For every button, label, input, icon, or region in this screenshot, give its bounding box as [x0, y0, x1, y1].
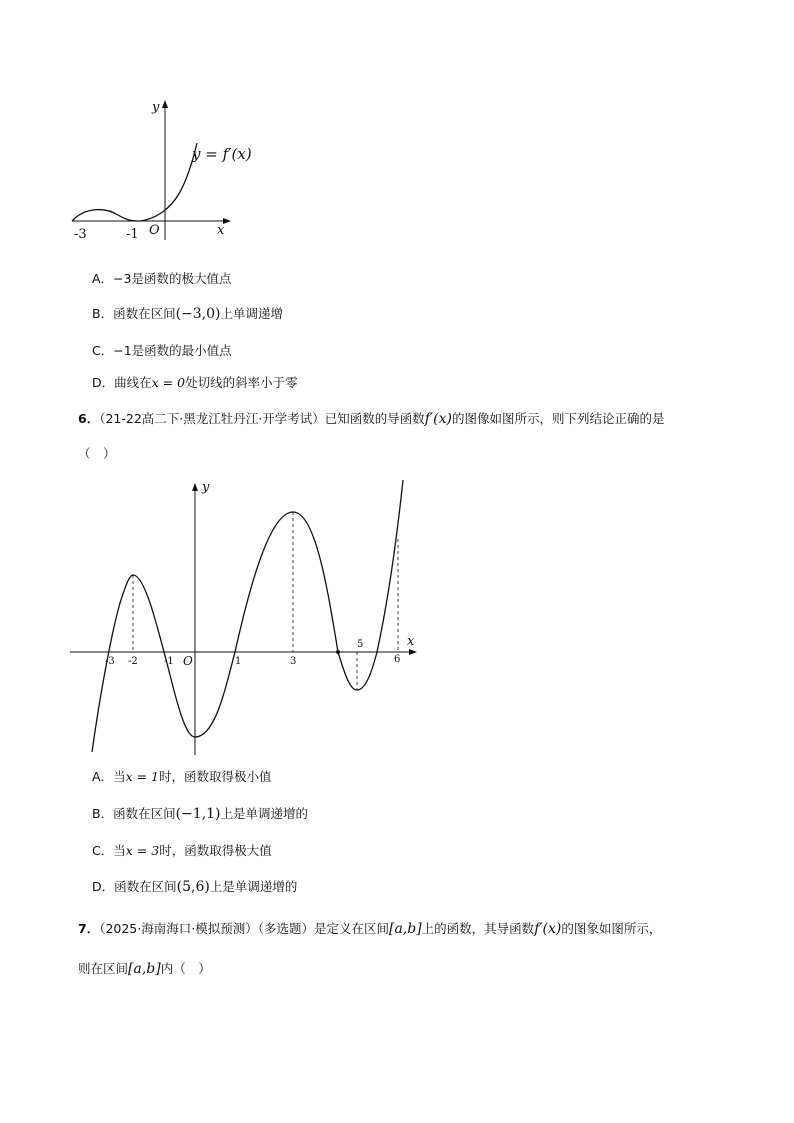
option-letter: D． — [92, 375, 115, 390]
tick-label-minus-3: -3 — [105, 656, 115, 667]
tick-label-3: 3 — [290, 656, 297, 667]
derivative-curve — [72, 143, 197, 221]
y-axis-label: y — [152, 100, 160, 115]
option-letter: C． — [92, 343, 114, 358]
stem-text-pre: 是定义在区间 — [313, 921, 389, 936]
option-text-pre: 函数在区间 — [114, 879, 177, 894]
tick-label-5: 5 — [357, 639, 364, 650]
y-axis-arrow — [192, 483, 198, 491]
option-text: −1是函数的最小值点 — [113, 343, 232, 358]
figure-2-derivative-graph — [65, 475, 425, 760]
y-axis-arrow — [162, 100, 168, 108]
y-axis-label: y — [202, 480, 210, 495]
q6-option-a[interactable] — [92, 768, 272, 786]
option-letter: D． — [92, 879, 115, 894]
option-text-pre: 当 — [113, 843, 126, 858]
option-text-pre: 当 — [113, 769, 126, 784]
option-math: (5,6) — [176, 879, 210, 895]
tick-label-minus-3: -3 — [74, 227, 87, 242]
tick-label-minus-1: -1 — [164, 656, 174, 667]
q6-answer-blank: （ ） — [78, 446, 116, 461]
q7-stem-line-2 — [78, 960, 211, 978]
option-math: (−3,0) — [175, 306, 221, 322]
option-letter: A． — [92, 769, 114, 784]
q6-option-c[interactable] — [92, 842, 272, 860]
derivative-curve — [92, 480, 403, 752]
tick-label-6: 6 — [394, 654, 401, 665]
tick-label-minus-1: -1 — [126, 227, 139, 242]
stem-text-pre: 已知函数的导函数 — [324, 411, 425, 426]
x-axis-label: x — [407, 634, 415, 649]
stem-math: f′(x) — [424, 411, 452, 427]
curve-label: y = f′(x) — [192, 145, 252, 163]
stem-text-post: 的图象如图所示， — [561, 921, 662, 936]
option-letter: C． — [92, 843, 114, 858]
tick-label-minus-2: -2 — [128, 656, 138, 667]
tick-label-1: 1 — [235, 656, 242, 667]
option-text-post: 处切线的斜率小于零 — [185, 375, 298, 390]
question-source: （2025·海南海口·模拟预测）（多选题） — [99, 921, 314, 936]
question-number: 6． — [78, 411, 100, 426]
question-number: 7． — [78, 921, 100, 936]
option-text-post: 时，函数取得极大值 — [159, 843, 272, 858]
origin-label: O — [183, 654, 193, 668]
stem-text-post: 的图像如图所示，则下列结论正确的是 — [451, 411, 665, 426]
option-letter: B． — [92, 306, 114, 321]
q5-option-c[interactable] — [92, 342, 232, 360]
stem-text-mid: 上的函数，其导函数 — [421, 921, 535, 936]
q6-option-b[interactable] — [92, 805, 308, 823]
option-text-pre: 函数在区间 — [113, 806, 176, 821]
stem-math-derivative: f′(x) — [534, 921, 562, 937]
option-math: (−1,1) — [175, 806, 221, 822]
stem-math-interval: [a,b] — [388, 921, 422, 937]
figure-1-derivative-graph — [60, 95, 280, 245]
option-math: x = 1 — [125, 769, 160, 784]
q5-option-d[interactable] — [92, 374, 298, 392]
option-text-post: 上是单调递增的 — [220, 806, 309, 821]
option-text-post: 上单调递增 — [220, 306, 284, 321]
q6-option-d[interactable] — [92, 878, 297, 896]
origin-label: O — [149, 223, 160, 238]
q7-stem — [78, 920, 661, 938]
crossing-point — [336, 650, 340, 654]
stem-math-interval: [a,b] — [128, 961, 161, 977]
x-axis-label: x — [217, 223, 225, 238]
q5-option-a[interactable] — [92, 270, 232, 288]
q5-option-b[interactable] — [92, 305, 283, 323]
q6-stem — [78, 410, 664, 428]
option-letter: B． — [92, 806, 114, 821]
option-letter: A． — [92, 271, 114, 286]
stem-text-pre: 则在区间 — [78, 961, 129, 976]
option-text-post: 上是单调递增的 — [209, 879, 298, 894]
option-math: x = 0 — [151, 375, 186, 390]
question-source: （21-22高二下·黑龙江牡丹江·开学考试） — [99, 411, 325, 426]
option-math: x = 3 — [125, 843, 160, 858]
x-axis-arrow — [409, 649, 417, 655]
stem-text-post: 内（ ） — [160, 961, 211, 976]
option-text-pre: 函数在区间 — [113, 306, 176, 321]
option-text-post: 时，函数取得极小值 — [159, 769, 272, 784]
option-text-pre: 曲线在 — [114, 375, 152, 390]
option-text: −3是函数的极大值点 — [113, 271, 232, 286]
